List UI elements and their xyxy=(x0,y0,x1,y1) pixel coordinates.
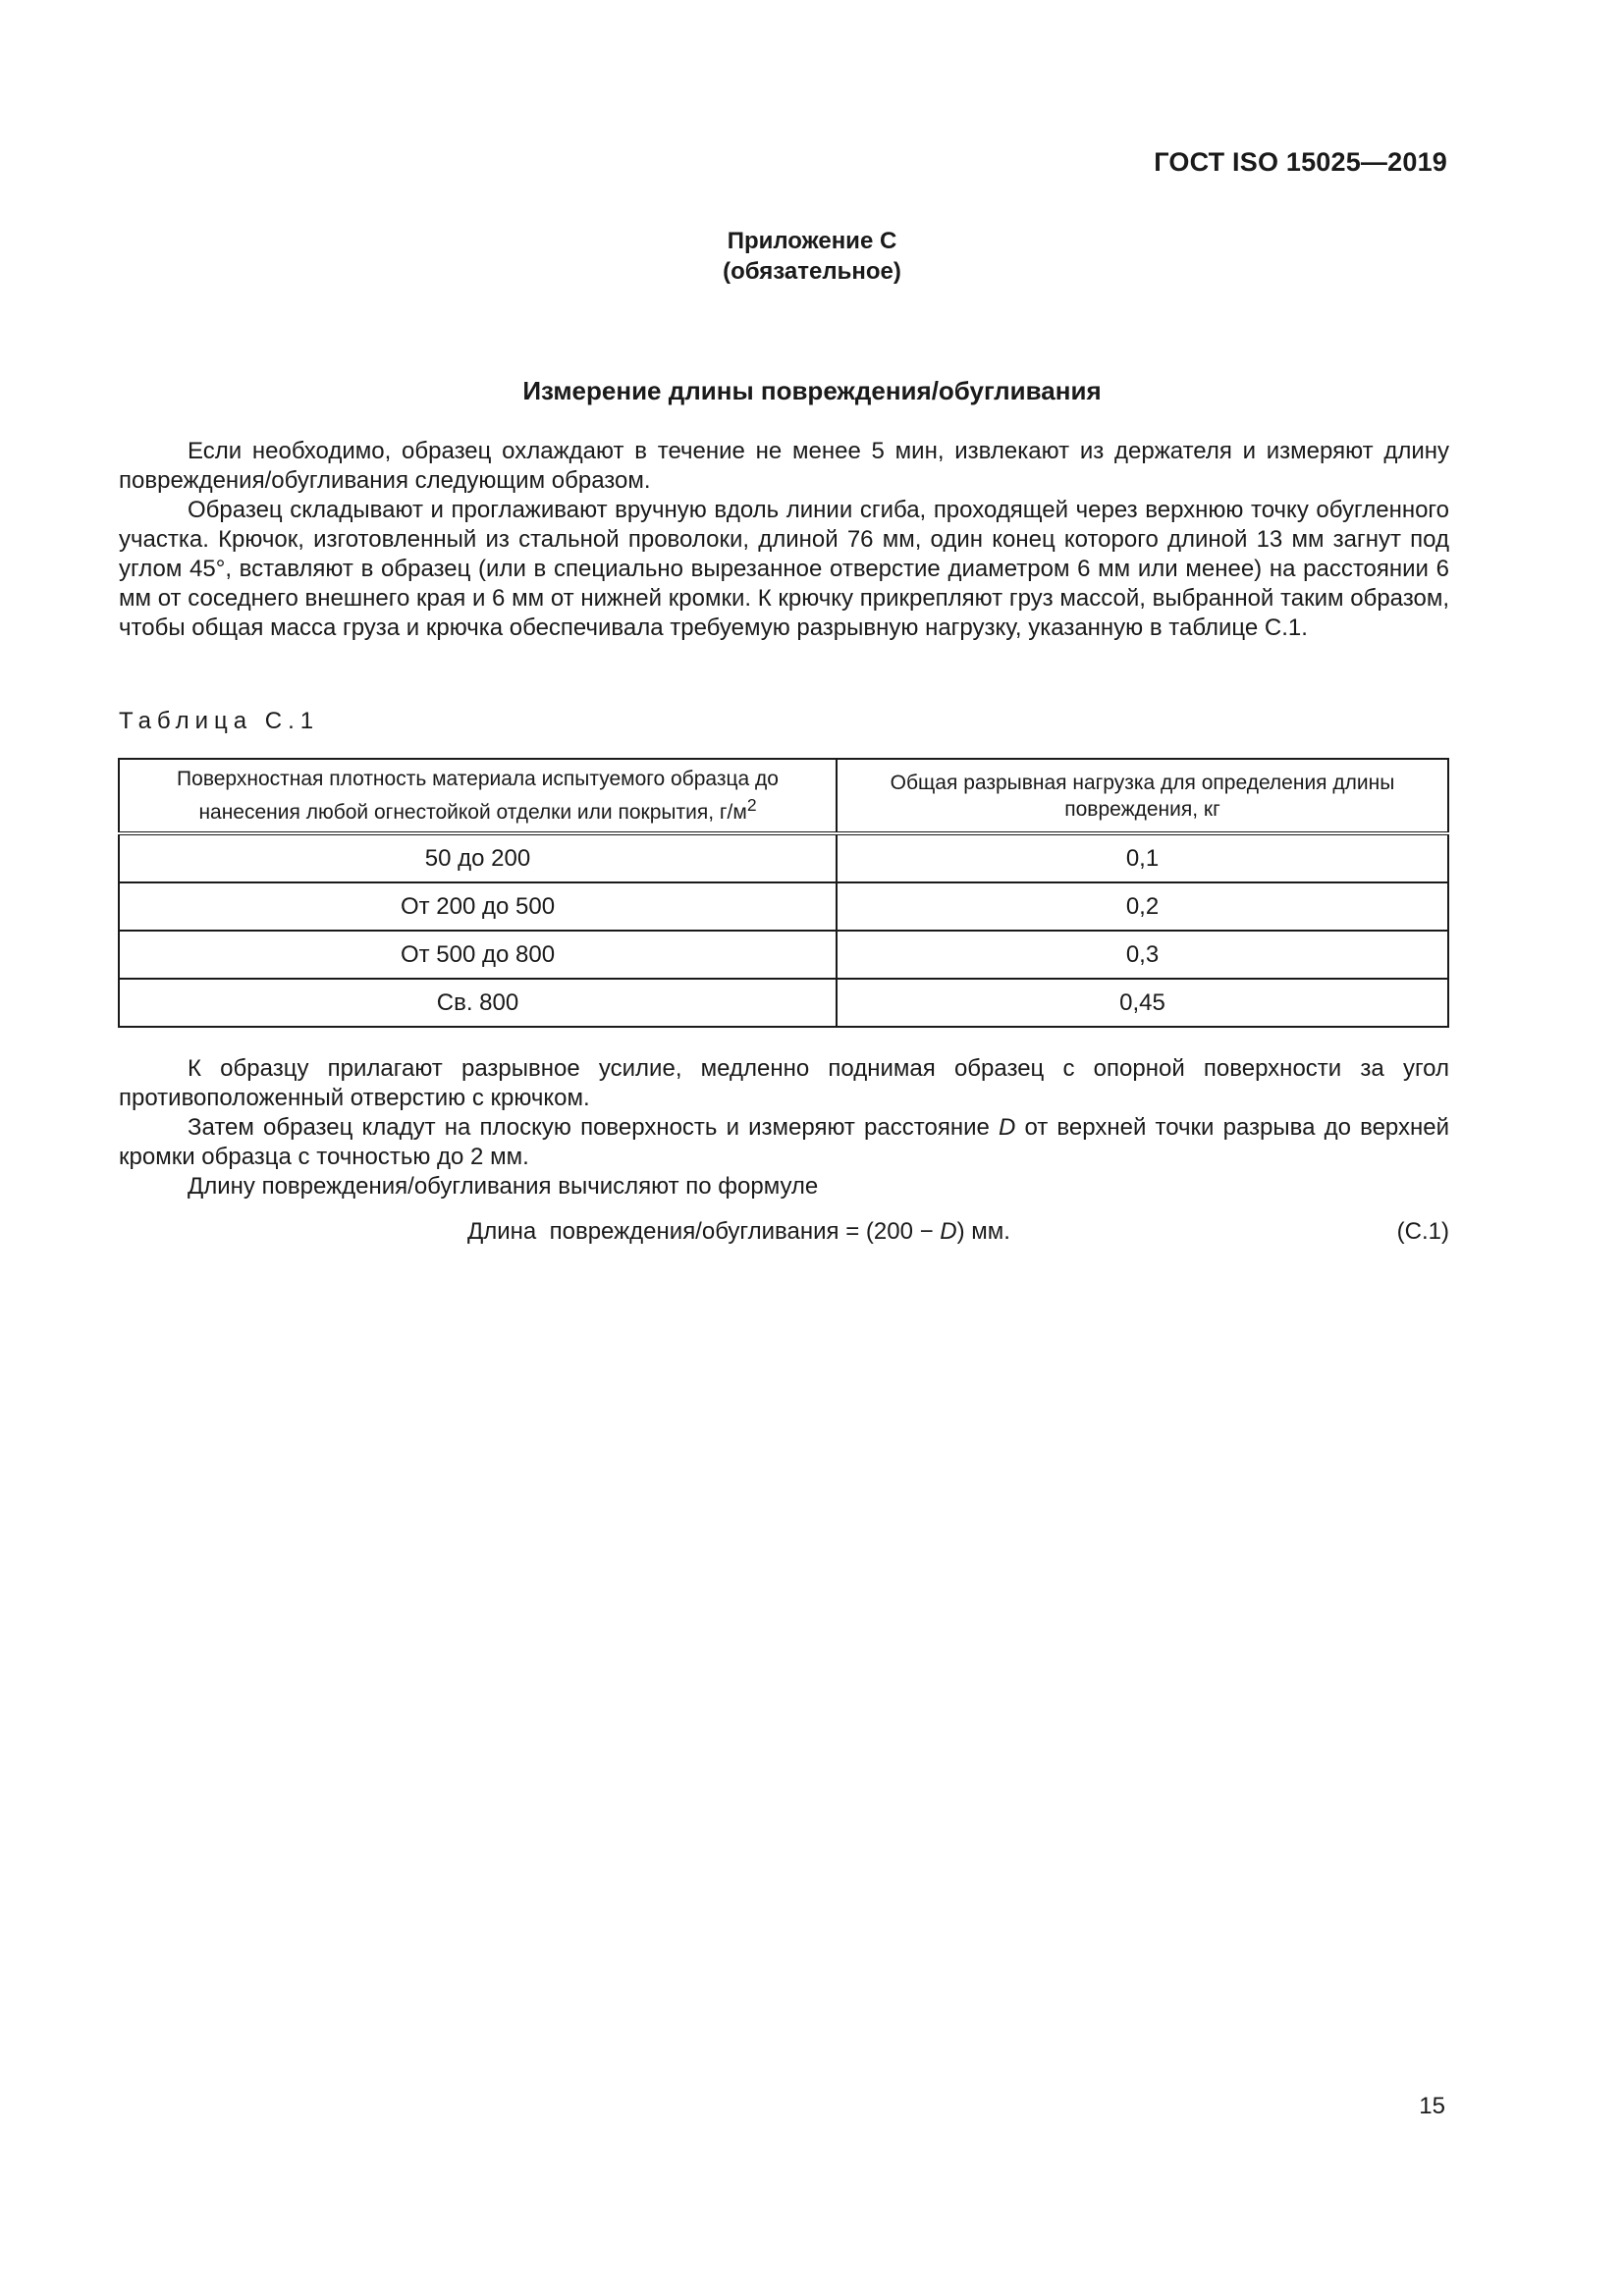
table-cell-density: От 500 до 800 xyxy=(119,931,837,979)
annex-status: (обязательное) xyxy=(723,258,901,285)
header-superscript: 2 xyxy=(746,795,757,815)
table-cell-load: 0,1 xyxy=(837,833,1448,882)
header-density-label: Поверхностная плотность материала испытуемого образца до нанесения любой огнестойкой отделки или покрытия, г/м xyxy=(177,768,779,824)
table-cell-density: 50 до 200 xyxy=(119,833,837,882)
table-header-row xyxy=(119,759,1448,833)
text-block-after-table xyxy=(119,1054,1449,1201)
text-block-before-table xyxy=(119,437,1449,643)
table-cell-density: Св. 800 xyxy=(119,979,837,1027)
section-title: Измерение длины повреждения/обугливания xyxy=(522,376,1102,405)
table-cell-density: От 200 до 500 xyxy=(119,882,837,931)
table-row xyxy=(119,931,1448,979)
header-load-label: Общая разрывная нагрузка для определения длины повреждения, кг xyxy=(890,771,1395,821)
formula-number: (С.1) xyxy=(1396,1218,1449,1245)
paragraph: К образцу прилагают разрывное усилие, медленно поднимая образец с опорной поверхности за угол противоположенный отверстию с крючком. xyxy=(119,1055,1449,1111)
table-header-cell xyxy=(837,759,1448,833)
table-row xyxy=(119,979,1448,1027)
variable-d: D xyxy=(998,1114,1016,1141)
paragraph-measure: Затем образец кладут на плоскую поверхность и измеряют расстояние D от верхней точки разрыва до верхней кромки образца с точностью до 2 мм. xyxy=(119,1114,1450,1170)
table-cell-load: 0,45 xyxy=(837,979,1448,1027)
annex-heading xyxy=(0,226,1624,287)
annex-title: Приложение С xyxy=(727,228,897,254)
document-code: ГОСТ ISO 15025—2019 xyxy=(1154,147,1447,177)
paragraph: Если необходимо, образец охлаждают в течение не менее 5 мин, извлекают из держателя и измеряют длину повреждения/обугливания следующим образом. xyxy=(119,438,1449,494)
paragraph: Длину повреждения/обугливания вычисляют по формуле xyxy=(188,1173,819,1200)
formula-expression: Длина повреждения/обугливания = (200 − D) мм. xyxy=(467,1218,1010,1245)
table-caption: Таблица С.1 xyxy=(119,708,320,734)
table-cell-load: 0,3 xyxy=(837,931,1448,979)
paragraph: Образец складывают и проглаживают вручную вдоль линии сгиба, проходящей через верхнюю точку обугленного участка. Крючок, изготовленный из стальной проволоки, длиной 76 мм, один конец которого длиной 13 мм загнут под углом 45°, вставляют в образец (или в специально вырезанное отверстие диаметром 6 мм или менее) на расстоянии 6 мм от соседнего внешнего края и 6 мм от нижней кромки. К крючку прикрепляют груз массой, выбранной таким образом, чтобы общая масса груза и крючка обеспечивала требуемую разрывную нагрузку, указанную в таблице С.1. xyxy=(119,497,1449,641)
variable-d: D xyxy=(940,1218,957,1245)
table-row xyxy=(119,882,1448,931)
table-cell-load: 0,2 xyxy=(837,882,1448,931)
table-header-cell xyxy=(119,759,837,833)
data-table xyxy=(118,758,1449,1028)
page-number: 15 xyxy=(1419,2093,1445,2119)
table-row xyxy=(119,833,1448,882)
